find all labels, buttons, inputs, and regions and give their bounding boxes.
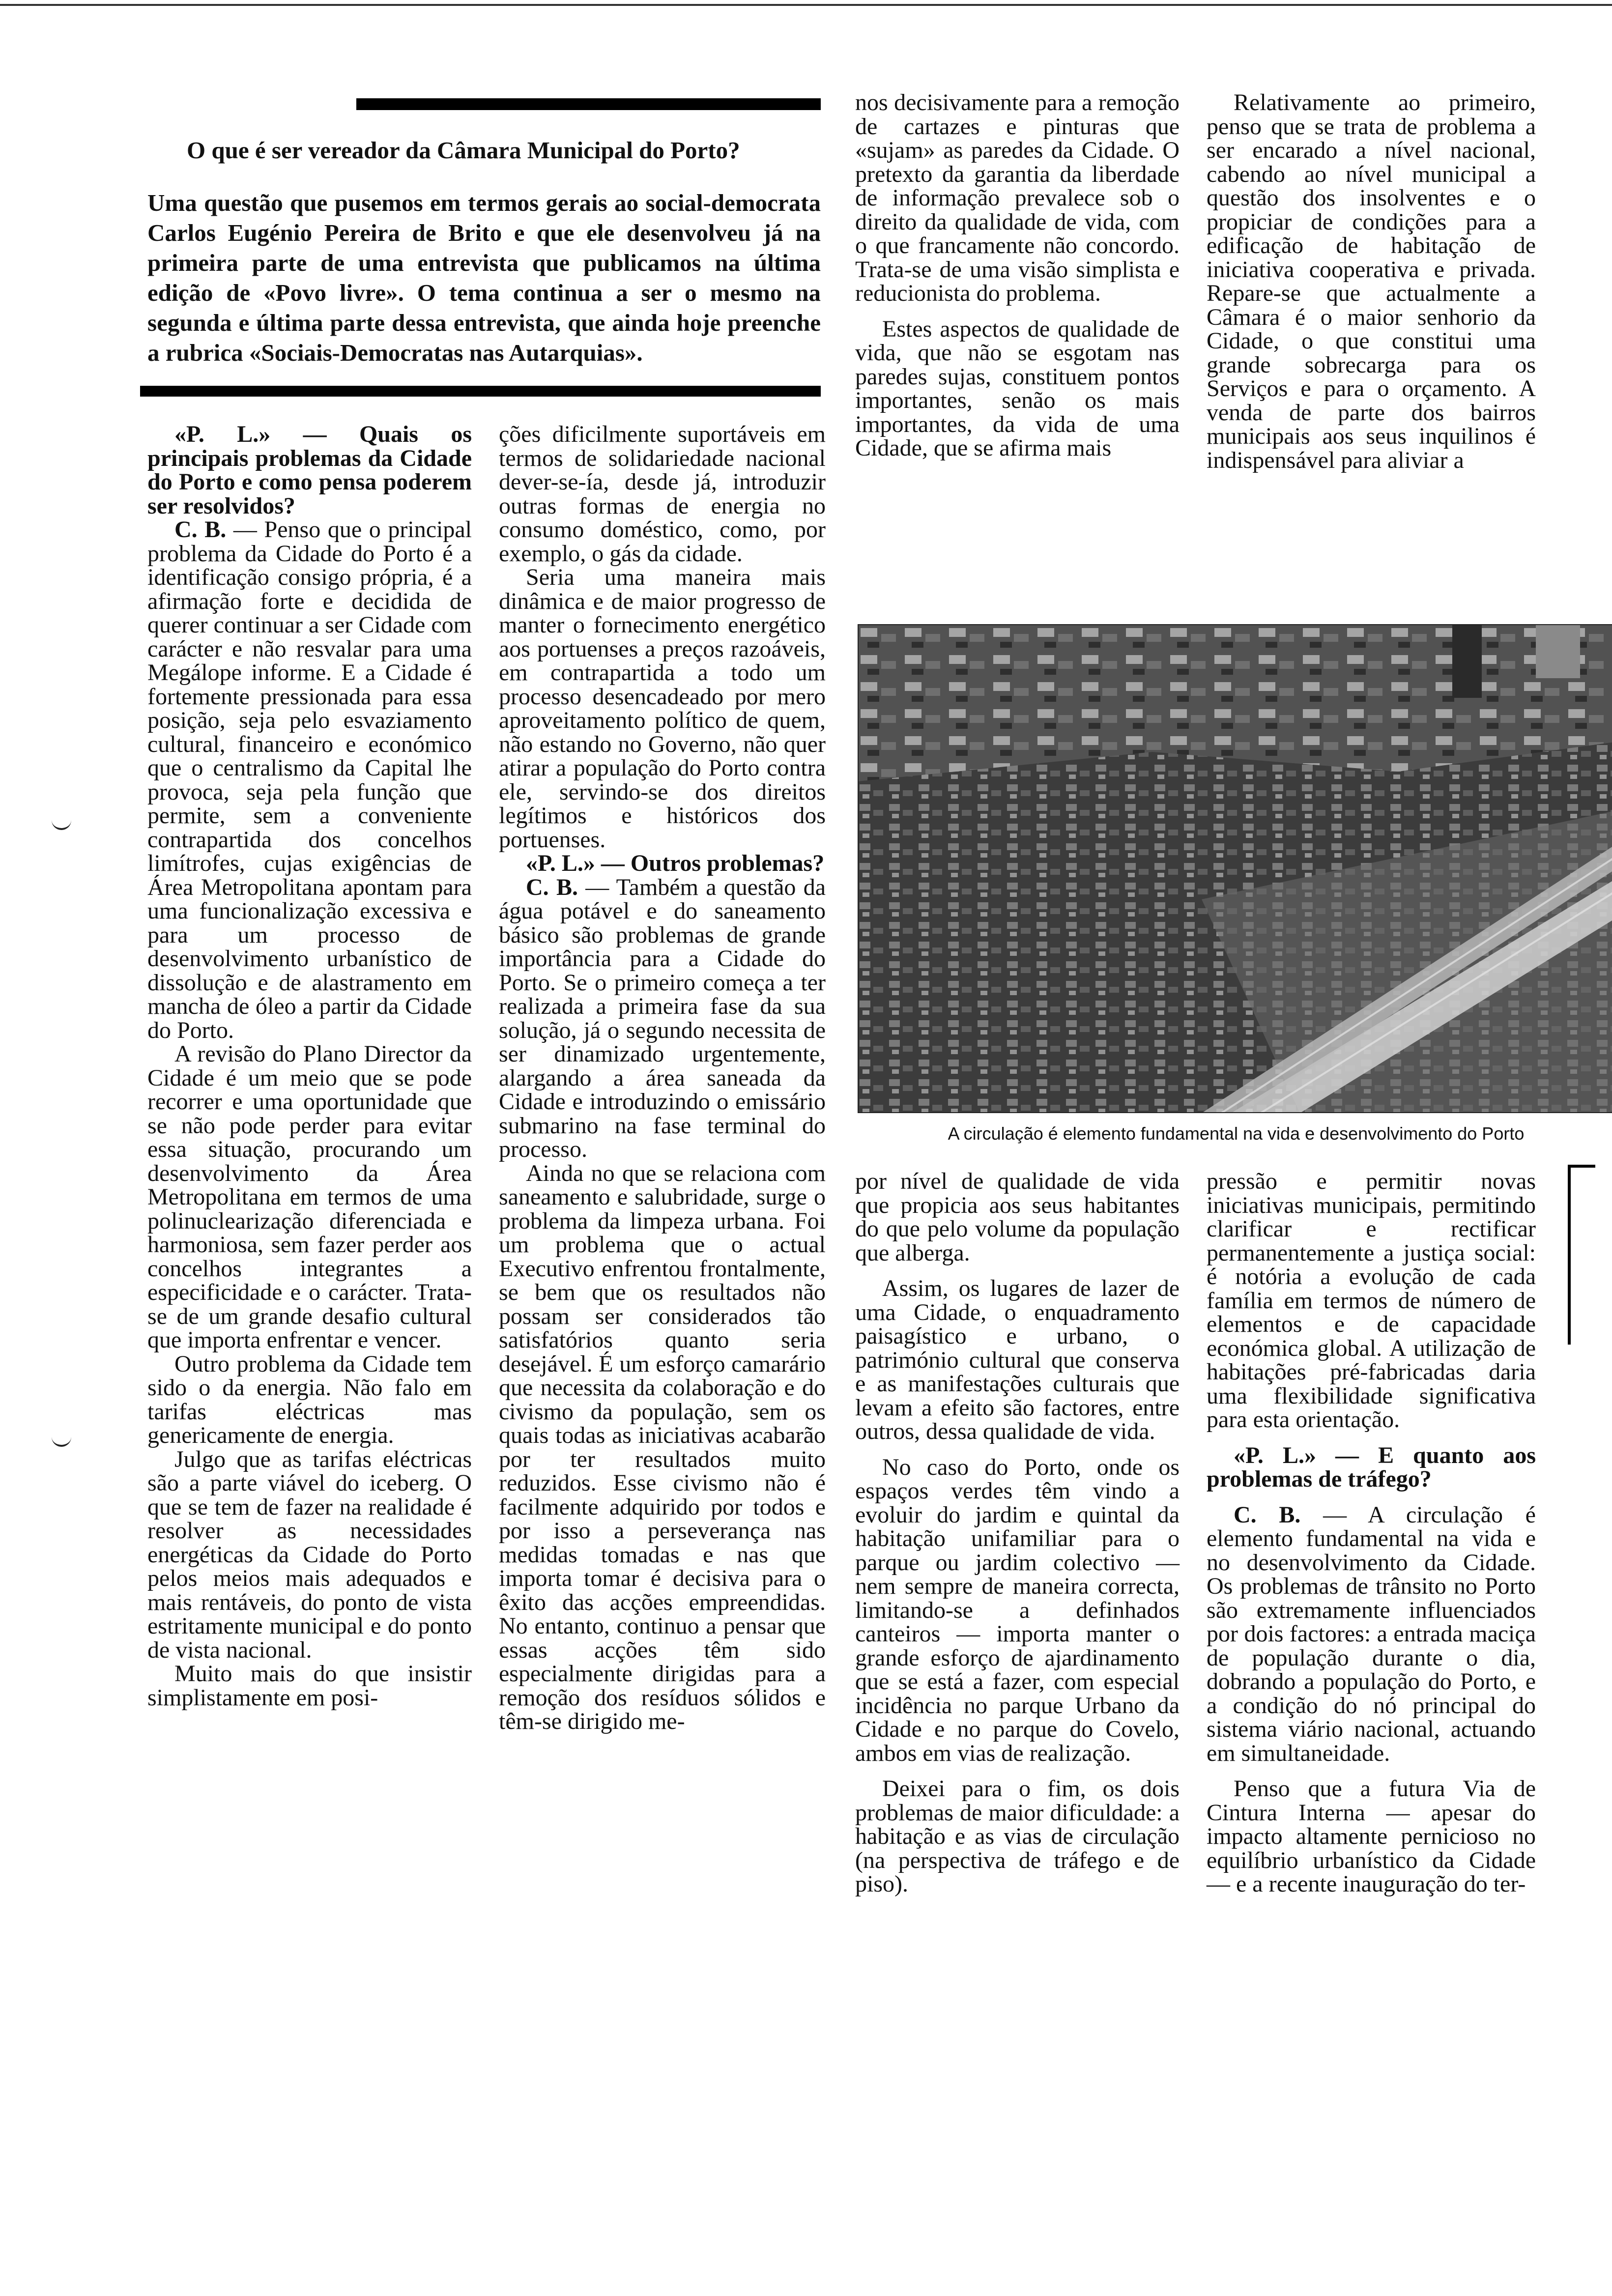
margin-bracket <box>1568 1165 1595 1345</box>
photo-porto-aerial-view <box>858 624 1612 1113</box>
paragraph: Relativamente ao primeiro, penso que se trata de problema a ser encarado a nível nacional, cabendo ao nível municipal a questão dos insolventes e o propiciar de condições para a edificação de habitação de iniciativa cooperativa e privada. Repare-se que actualmente a Câmara é o maior senhorio da Cidade, o que constitui uma grande sobrecarga para os Serviços e para o orçamento. A venda de parte dos bairros municipais aos seus inquilinos é indispensável para aliviar a <box>1207 89 1536 473</box>
paragraph: Ainda no que se relaciona com saneamento e salubridade, surge o problema da limpeza urbana. Foi um problema que o actual Executivo enfrentou frontalmente, se bem que os resultados não possam ser considerados tão satisfatórios quanto seria desejável. É um esforço camarário que necessita da colaboração e do civismo da população, sem os quais todas as iniciativas acabarão por ter resultados muito reduzidos. Esse civismo não é facilmente adquirido por todos e por isso a perseverança nas medidas tomadas e nas que importa tomar é decisiva para o êxito das acções empreendidas. No entanto, continuo a pensar que essas acções têm sido especialmente dirigidas para a remoção dos resíduos sólidos e têm-se dirigido me- <box>499 1160 826 1734</box>
paragraph: Penso que a futura Via de Cintura Interna — apesar do impacto altamente pernicioso no equilíbrio urbanístico da Cidade — e a recente inauguração do ter- <box>1207 1776 1536 1897</box>
answer-text: — Também a questão da água potável e do saneamento básico são problemas de grande importância para a Cidade do Porto. Se o primeiro começa a ter realizada a primeira fase da sua solução, já o segundo necessita de ser dinamizado urgentemente, alargando a área saneada da Cidade e introduzindo o emissário submarino na fase terminal do processo. <box>499 874 826 1162</box>
intro-box <box>147 135 821 368</box>
intro-text: Uma questão que pusemos em termos gerais ao social-democrata Carlos Eugénio Pereira de Brito e que ele desenvolveu já na primeira parte de uma entrevista que publicamos na última edição de «Povo livre». O tema continua a ser o mesmo na segunda e última parte dessa entrevista, que ainda hoje preenche a rubrica «Sociais-Democratas nas Autarquias». <box>147 189 821 366</box>
margin-punch-mark <box>52 818 71 830</box>
intro-bottom-rule <box>140 386 821 397</box>
paragraph: A revisão do Plano Director da Cidade é um meio que se pode recorrer e uma oportunidade que se não pode perder para evitar essa situação, procurando um desenvolvimento da Área Metropolitana em termos de uma polinuclearização diferenciada e harmoniosa, sem fazer perder aos concelhos integrantes a especificidade e o carácter. Trata-se de um grande desafio cultural que importa enfrentar e vencer. <box>147 1041 472 1353</box>
top-rule <box>356 98 821 110</box>
answer-paragraph <box>1207 1503 1536 1766</box>
question-main-problems: «P. L.» — Quais os principais problemas da Cidade do Porto e como pensa poderem ser resolvidos? <box>147 421 472 519</box>
answer-paragraph <box>147 518 472 1042</box>
column-3-bottom <box>855 1170 1180 1896</box>
answer-label: C. B. <box>1234 1501 1301 1528</box>
paragraph: Outro problema da Cidade tem sido o da energia. Não falo em tarifas eléctricas mas genericamente de energia. <box>147 1350 472 1448</box>
question-traffic: «P. L.» — E quanto aos problemas de tráfego? <box>1207 1442 1536 1492</box>
paragraph: Muito mais do que insistir simplistamente em posi- <box>147 1661 472 1711</box>
paragraph: Assim, os lugares de lazer de uma Cidade, o enquadramento paisagístico e urbano, o património cultural que conserva e as manifestações culturais que levam a efeito são factores, entre outros, dessa qualidade de vida. <box>855 1275 1180 1444</box>
intro-question: O que é ser vereador da Câmara Municipal do Porto? <box>187 137 740 164</box>
column-4-bottom <box>1207 1170 1536 1896</box>
photo-image <box>858 624 1612 1113</box>
question-other-problems: «P. L.» — Outros problemas? <box>526 850 825 876</box>
paragraph: No caso do Porto, onde os espaços verdes têm vindo a evoluir do jardim e quintal da habitação unifamiliar para o parque ou jardim colectivo — nem sempre de maneira correcta, limitando-se a definhados canteiros — importa manter o grande esforço de ajardinamento que se está a fazer, com especial incidência no parque Urbano da Cidade e no parque do Covelo, ambos em vias de realização. <box>855 1454 1180 1766</box>
answer-label: C. B. <box>526 874 578 900</box>
paragraph: nos decisivamente para a remoção de cartazes e pinturas que «sujam» as paredes da Cidade. O pretexto da garantia da liberdade de informação prevalece sob o direito da qualidade de vida, com o que francamente não concordo. Trata-se de uma visão simplista e reducionista do problema. <box>855 89 1180 306</box>
paragraph: Estes aspectos de qualidade de vida, que não se esgotam nas paredes sujas, constituem pontos importantes, senão os mais importantes, da vida de uma Cidade, que se afirma mais <box>855 316 1180 461</box>
column-1 <box>147 423 472 1710</box>
column-2 <box>499 423 826 1734</box>
column-4-top <box>1207 91 1536 472</box>
paragraph: Deixei para o fim, os dois problemas de maior dificuldade: a habitação e as vias de circulação (na perspectiva de tráfego e de piso). <box>855 1776 1180 1897</box>
paragraph: por nível de qualidade de vida que propicia aos seus habitantes do que pelo volume da população que alberga. <box>855 1168 1180 1266</box>
paragraph: ções dificilmente suportáveis em termos de solidariedade nacional dever-se-ía, desde já, introduzir outras formas de energia no consumo doméstico, como, por exemplo, o gás da cidade. <box>499 421 826 567</box>
answer-label: C. B. <box>174 517 227 543</box>
paragraph: pressão e permitir novas iniciativas municipais, permitindo clarificar e rectificar permanentemente a justiça social: é notória a evolução de cada família em termos de número de elementos e de capacidade económica global. A utilização de habitações pré-fabricadas daria uma flexibilidade significativa para esta orientação. <box>1207 1168 1536 1433</box>
answer-text: — Penso que o principal problema da Cidade do Porto é a identificação consigo própria, é a afirmação forte e decidida de querer continuar a ser Cidade com carácter e não resvalar para uma Megálope informe. E a Cidade é fortemente pressionada para essa posição, seja pelo esvaziamento cultural, financeiro e económico que o centralismo da Capital lhe provoca, seja pela função que permite, sem a conveniente contrapartida dos concelhos limítrofes, cujas exigências de Área Metropolitana apontam para uma funcionalização excessiva e para um processo de desenvolvimento urbanístico de dissolução e de alastramento em mancha de óleo a partir da Cidade do Porto. <box>147 517 472 1043</box>
column-3-top <box>855 91 1180 460</box>
paragraph: Julgo que as tarifas eléctricas são a parte viável do iceberg. O que se tem de fazer na realidade é resolver as necessidades energéticas da Cidade do Porto pelos meios mais adequados e mais rentáveis, do ponto de vista estritamente municipal e do ponto de vista nacional. <box>147 1446 472 1663</box>
paragraph: Seria uma maneira mais dinâmica e de maior progresso de manter o fornecimento energético aos portuenses a preços razoáveis, em contrapartida a todo um processo desencadeado por mero aproveitamento político de quem, não estando no Governo, não quer atirar a população do Porto contra ele, servindo-se dos direitos legítimos e históricos dos portuenses. <box>499 564 826 853</box>
margin-punch-mark <box>52 1435 71 1447</box>
top-border-line <box>0 4 1612 6</box>
photo-caption: A circulação é elemento fundamental na vida e desenvolvimento do Porto <box>948 1123 1525 1144</box>
answer-paragraph <box>499 876 826 1162</box>
answer-text: — A circulação é elemento fundamental na vida e no desenvolvimento da Cidade. Os problemas de trânsito no Porto são extremamente influenciados por dois factores: a entrada maciça de população durante o dia, dobrando a população do Porto, e a condição do nó principal do sistema viário nacional, actuando em simultaneidade. <box>1207 1501 1536 1766</box>
